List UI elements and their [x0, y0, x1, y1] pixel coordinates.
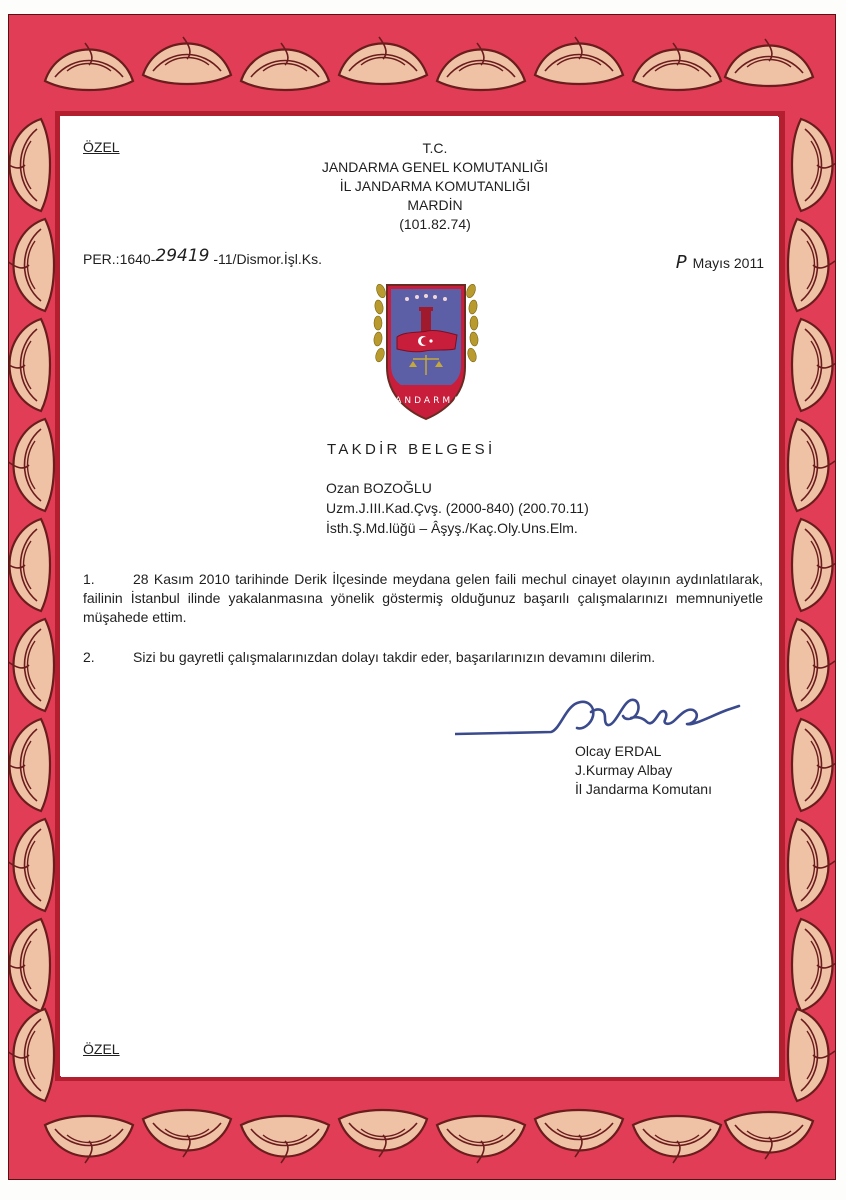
date-handwritten-day: P [675, 252, 687, 273]
recipient-block [326, 478, 589, 538]
letterhead-line-1: T.C. [422, 140, 448, 156]
signer-title: İl Jandarma Komutanı [575, 781, 712, 797]
classification-top: ÖZEL [83, 139, 120, 155]
classification-bottom: ÖZEL [83, 1041, 120, 1057]
letterhead-line-3: İL JANDARMA KOMUTANLIĞI [339, 178, 531, 194]
recipient-rank: Uzm.J.III.Kad.Çvş. (2000-840) (200.70.11) [326, 500, 589, 516]
paragraph-2 [83, 648, 763, 667]
recipient-unit: İsth.Ş.Md.lüğü – Âşyş./Kaç.Oly.Uns.Elm. [326, 520, 578, 536]
paragraph-1-number: 1. [83, 571, 95, 587]
document-date [676, 254, 764, 272]
signer-block [575, 742, 712, 799]
date-text: Mayıs 2011 [692, 255, 764, 271]
signer-rank: J.Kurmay Albay [575, 762, 673, 778]
signature-mark [455, 690, 755, 750]
letterhead-line-4: MARDİN [407, 197, 463, 213]
recipient-name: Ozan BOZOĞLU [326, 480, 432, 496]
reference-number [83, 246, 323, 268]
paragraph-2-number: 2. [83, 649, 95, 665]
letterhead-line-5: (101.82.74) [399, 216, 471, 232]
emblem-label: JANDARMA [389, 396, 463, 406]
letterhead-line-2: JANDARMA GENEL KOMUTANLIĞI [321, 159, 549, 175]
reference-suffix: -11/Dismor.İşl.Ks. [213, 251, 323, 267]
signer-name: Olcay ERDAL [575, 743, 662, 759]
letterhead [285, 139, 585, 234]
jandarma-emblem [371, 271, 481, 427]
jandarma-emblem-icon [371, 271, 481, 427]
paragraph-2-text: Sizi bu gayretli çalışmalarınızdan dolayı takdir eder, başarılarınızın devamını dilerim. [133, 649, 656, 665]
reference-prefix: PER.:1640- [83, 251, 156, 267]
paragraph-1 [83, 570, 763, 627]
certificate-paper [60, 116, 778, 1076]
reference-handwritten: 29419 [155, 246, 210, 266]
certificate-title: TAKDİR BELGESİ [327, 441, 496, 458]
paragraph-1-text: 28 Kasım 2010 tarihinde Derik İlçesinde meydana gelen faili mechul cinayet olayının aydınlatılarak, failinin İstanbul ilinde yakalanmasına yönelik göstermiş olduğunuz başarılı çalışmalarınızı memnuniyetle müşahede ettim. [83, 571, 763, 625]
signature [455, 690, 755, 750]
